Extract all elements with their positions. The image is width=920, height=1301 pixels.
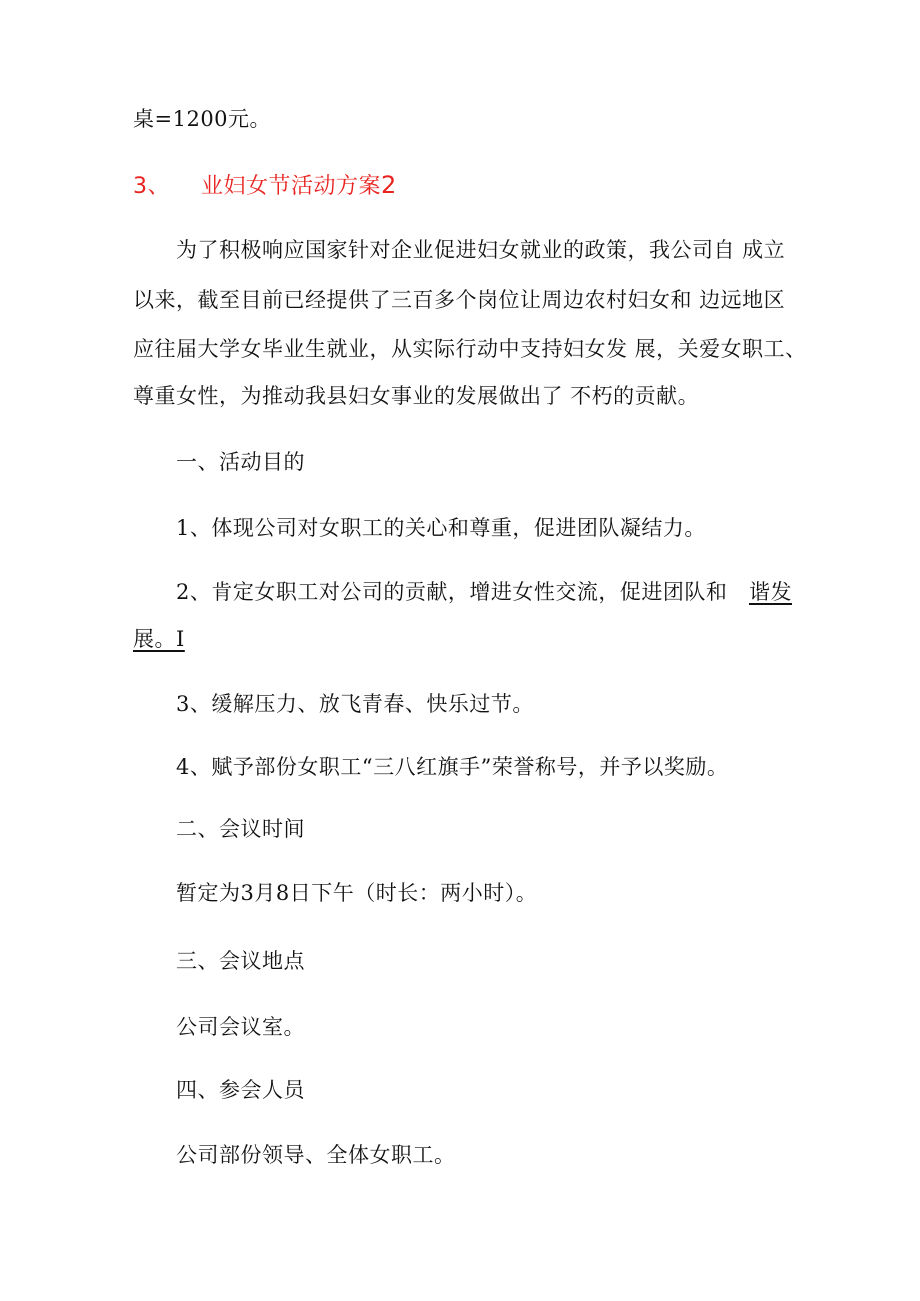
time-value: 暂定为3月8日下午（时长：两小时）。 [176,881,538,905]
goal-item-2-text: 2、肯定女职工对公司的贡献，增进女性交流，促进团队和 [176,580,728,604]
intro-line-2: 以来，截至目前已经提供了三百多个岗位让周边农村妇女和 边远地区 [133,288,786,312]
section-heading-title: 业妇女节活动方案 [201,174,382,199]
goal-item-2 [176,577,792,607]
intro-line-3: 应往届大学女毕业生就业，从实际行动中支持妇女发 展，关爱女职工、 [133,337,807,361]
place-heading: 三、会议地点 [176,949,305,973]
goal-item-3: 3、缓解压力、放飞青春、快乐过节。 [176,692,534,716]
goal-item-1: 1、体现公司对女职工的关心和尊重，促进团队凝结力。 [176,516,706,540]
people-heading: 四、参会人员 [176,1078,305,1102]
section-heading-suffix: 2 [381,171,397,199]
people-value: 公司部份领导、全体女职工。 [176,1143,456,1167]
goal-item-2-continuation: 展。I [133,627,185,651]
goal-item-4: 4、赋予部份女职工“三八红旗手”荣誉称号，并予以奖励。 [176,755,729,779]
goal-heading: 一、活动目的 [176,450,305,474]
intro-line-1: 为了积极响应国家针对企业促进妇女就业的政策，我公司自 成立 [176,238,786,262]
section-heading [133,170,397,202]
intro-line-4: 尊重女性，为推动我县妇女事业的发展做出了 不朽的贡献。 [133,384,700,408]
section-heading-number: 3、 [133,174,170,199]
time-heading: 二、会议时间 [176,817,305,841]
place-value: 公司会议室。 [176,1015,305,1039]
goal-item-2-underlined-end: 谐发 [749,580,792,604]
top-fragment-text: 桌=1200元。 [133,107,272,131]
